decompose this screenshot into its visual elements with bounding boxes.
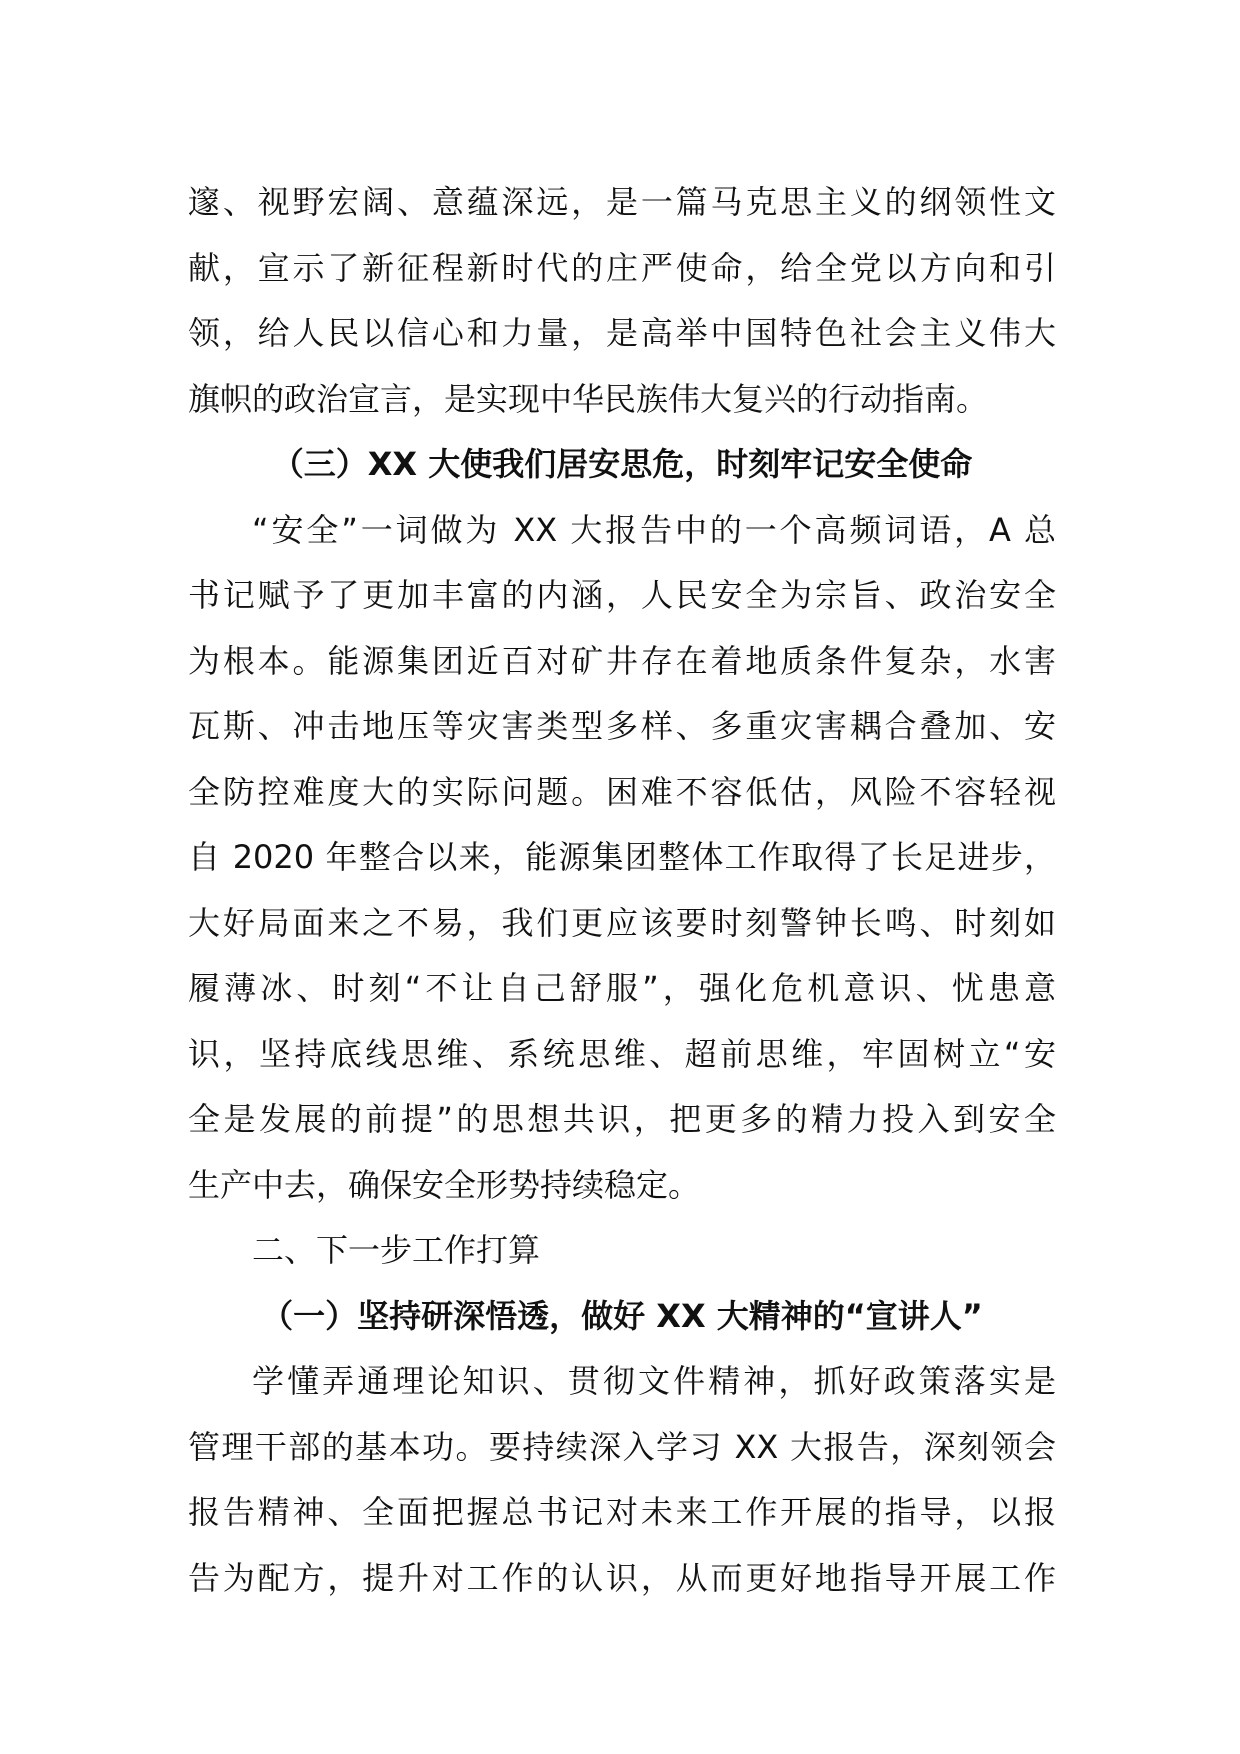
paragraph-line: 管理干部的基本功。要持续深入学习 XX 大报告，深刻领会	[188, 1427, 1056, 1466]
paragraph-line: 识，坚持底线思维、系统思维、超前思维，牢固树立“安	[188, 1034, 1056, 1073]
paragraph-line: 大好局面来之不易，我们更应该要时刻警钟长鸣、时刻如	[188, 903, 1056, 942]
paragraph-line: 书记赋予了更加丰富的内涵，人民安全为宗旨、政治安全	[188, 576, 1056, 614]
paragraph-line: 自 2020 年整合以来，能源集团整体工作取得了长足进步，	[188, 838, 1056, 876]
paragraph-line: 生产中去，确保安全形势持续稳定。	[188, 1165, 701, 1204]
paragraph-line: 报告精神、全面把握总书记对未来工作开展的指导，以报	[188, 1493, 1056, 1531]
paragraph-line: 全是发展的前提”的思想共识，把更多的精力投入到安全	[188, 1100, 1056, 1138]
section-heading-1: （一）坚持研深悟透，做好 XX 大精神的“宣讲人”	[261, 1296, 983, 1335]
paragraph-line: “安全”一词做为 XX 大报告中的一个高频词语，A 总	[252, 510, 1056, 549]
paragraph-line: 为根本。能源集团近百对矿井存在着地质条件复杂，水害	[188, 641, 1056, 680]
paragraph-line: 瓦斯、冲击地压等灾害类型多样、多重灾害耦合叠加、安	[188, 707, 1056, 745]
paragraph-line: 学懂弄通理论知识、贯彻文件精神，抓好政策落实是	[252, 1362, 1056, 1400]
paragraph-line: 旗帜的政治宣言，是实现中华民族伟大复兴的行动指南。	[188, 379, 989, 418]
paragraph-line: 献，宣示了新征程新时代的庄严使命，给全党以方向和引	[188, 248, 1056, 287]
paragraph-line: 邃、视野宏阔、意蕴深远，是一篇马克思主义的纲领性文	[188, 183, 1056, 221]
section-title-2: 二、下一步工作打算	[252, 1231, 541, 1269]
paragraph-line: 履薄冰、时刻“不让自己舒服”，强化危机意识、忧患意	[188, 969, 1056, 1007]
document-page	[188, 170, 1056, 1611]
section-heading-3: （三）XX 大使我们居安思危，时刻牢记安全使命	[271, 445, 973, 483]
paragraph-line: 领，给人民以信心和力量，是高举中国特色社会主义伟大	[188, 314, 1056, 352]
paragraph-line: 告为配方，提升对工作的认识，从而更好地指导开展工作	[188, 1558, 1056, 1597]
paragraph-line: 全防控难度大的实际问题。困难不容低估，风险不容轻视	[188, 772, 1056, 811]
